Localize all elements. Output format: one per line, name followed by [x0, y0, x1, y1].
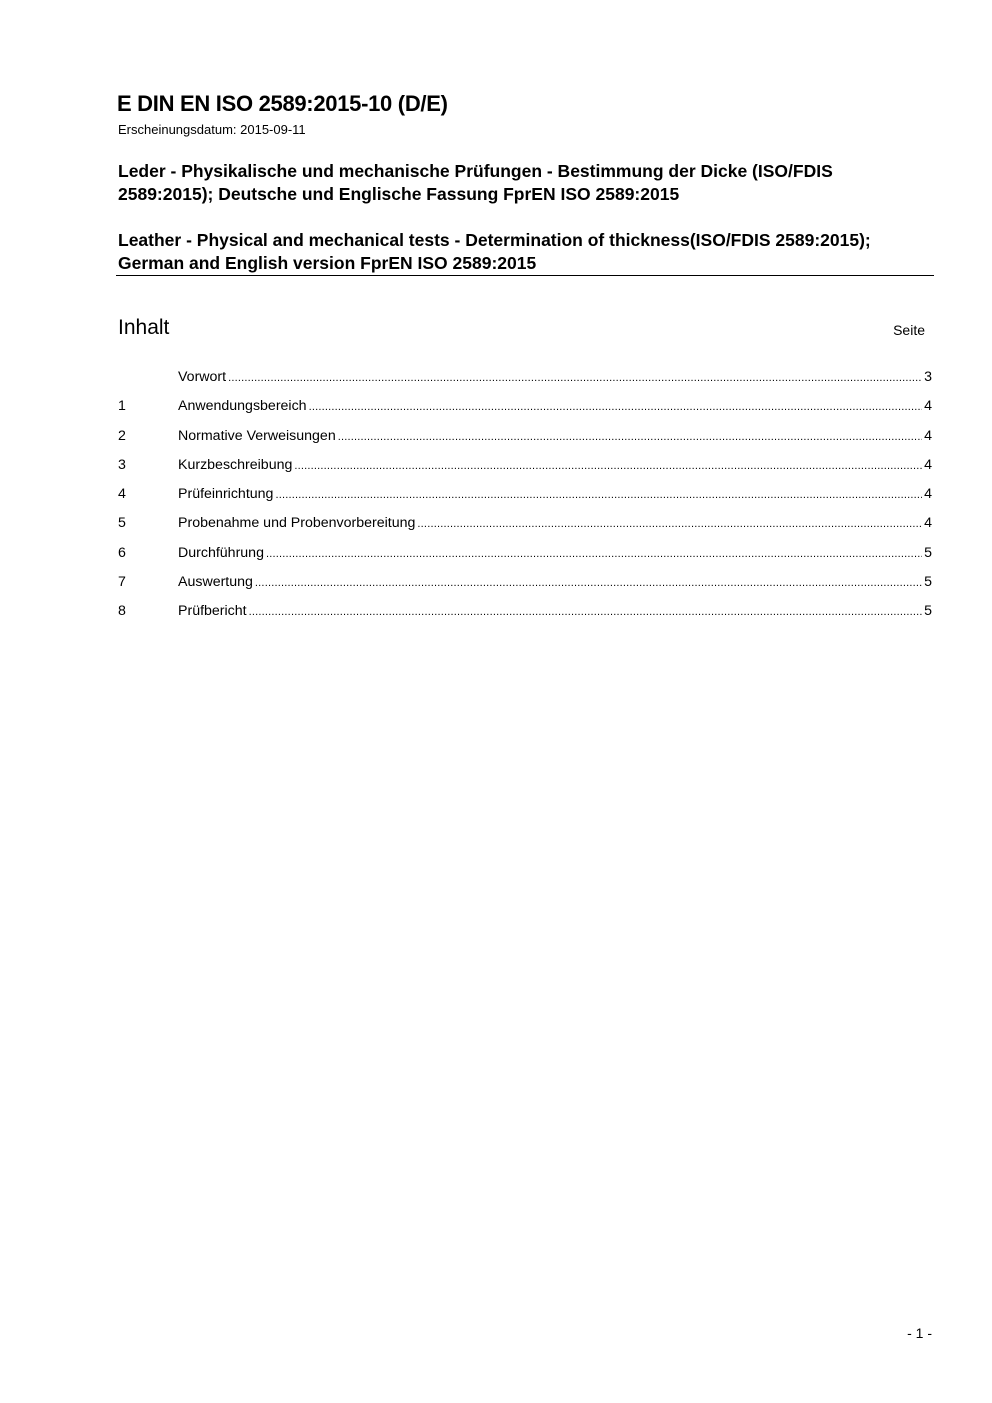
- toc-entry-pruefeinrichtung[interactable]: [118, 486, 932, 515]
- toc-entry-durchfuehrung[interactable]: [118, 545, 932, 574]
- toc-entry-page: 4: [924, 398, 932, 415]
- toc-entry-normative-verweisungen[interactable]: [118, 428, 932, 457]
- toc-entry-pruefbericht[interactable]: [118, 603, 932, 632]
- table-of-contents: [118, 369, 932, 633]
- toc-dot-leader: [417, 518, 922, 530]
- toc-entry-auswertung[interactable]: [118, 574, 932, 603]
- toc-heading: Inhalt: [118, 316, 170, 339]
- toc-entry-number: 4: [118, 486, 126, 503]
- title-english: Leather - Physical and mechanical tests - Determination of thickness(ISO/FDIS 2589:2015); German and English version FprEN ISO 2589:2015: [118, 230, 871, 273]
- toc-entry-number: 1: [118, 398, 126, 415]
- footer-page-number: - 1 -: [907, 1325, 932, 1341]
- toc-entry-page: 5: [924, 574, 932, 591]
- toc-entry-page: 4: [924, 486, 932, 503]
- toc-page-column-label: Seite: [893, 322, 925, 338]
- toc-dot-leader: [266, 548, 922, 560]
- toc-dot-leader: [309, 401, 923, 413]
- toc-entry-title: Auswertung: [178, 574, 253, 591]
- toc-entry-title: Anwendungsbereich: [178, 398, 307, 415]
- toc-dot-leader: [228, 372, 922, 384]
- toc-entry-title: Normative Verweisungen: [178, 427, 336, 444]
- toc-entry-number: 7: [118, 574, 126, 591]
- toc-entry-title: Prüfbericht: [178, 603, 247, 620]
- toc-dot-leader: [275, 489, 922, 501]
- publication-date: Erscheinungsdatum: 2015-09-11: [118, 122, 306, 137]
- title-german: Leder - Physikalische und mechanische Prüfungen - Bestimmung der Dicke (ISO/FDIS 2589:2015); Deutsche und Englische Fassung FprEN ISO 2589:2015: [118, 161, 833, 204]
- toc-entry-title: Durchführung: [178, 544, 264, 561]
- toc-entry-number: 2: [118, 427, 126, 444]
- toc-entry-title: Vorwort: [178, 369, 227, 385]
- toc-entry-kurzbeschreibung[interactable]: [118, 457, 932, 486]
- header-divider: [116, 275, 934, 276]
- toc-entry-probenahme[interactable]: [118, 515, 932, 544]
- document-id: E DIN EN ISO 2589:2015-10 (D/E): [117, 91, 448, 116]
- toc-entry-vorwort[interactable]: [118, 369, 932, 398]
- toc-entry-title: Probenahme und Probenvorbereitung: [178, 515, 416, 532]
- toc-entry-page: 4: [924, 515, 932, 532]
- toc-dot-leader: [255, 577, 922, 589]
- toc-entry-title: Prüfeinrichtung: [178, 486, 274, 503]
- toc-entry-page: 5: [924, 603, 932, 620]
- toc-entry-page: 3: [924, 369, 932, 385]
- toc-entry-anwendungsbereich[interactable]: [118, 398, 932, 427]
- toc-entry-number: 6: [118, 544, 126, 561]
- toc-entry-number: 3: [118, 456, 126, 473]
- toc-entry-page: 4: [924, 427, 932, 444]
- toc-entry-title: Kurzbeschreibung: [178, 456, 293, 473]
- toc-entry-page: 5: [924, 544, 932, 561]
- toc-dot-leader: [294, 460, 922, 472]
- toc-entry-page: 4: [924, 456, 932, 473]
- toc-entry-number: 5: [118, 515, 126, 532]
- toc-dot-leader: [249, 606, 923, 618]
- toc-entry-number: 8: [118, 603, 126, 620]
- toc-dot-leader: [338, 431, 922, 443]
